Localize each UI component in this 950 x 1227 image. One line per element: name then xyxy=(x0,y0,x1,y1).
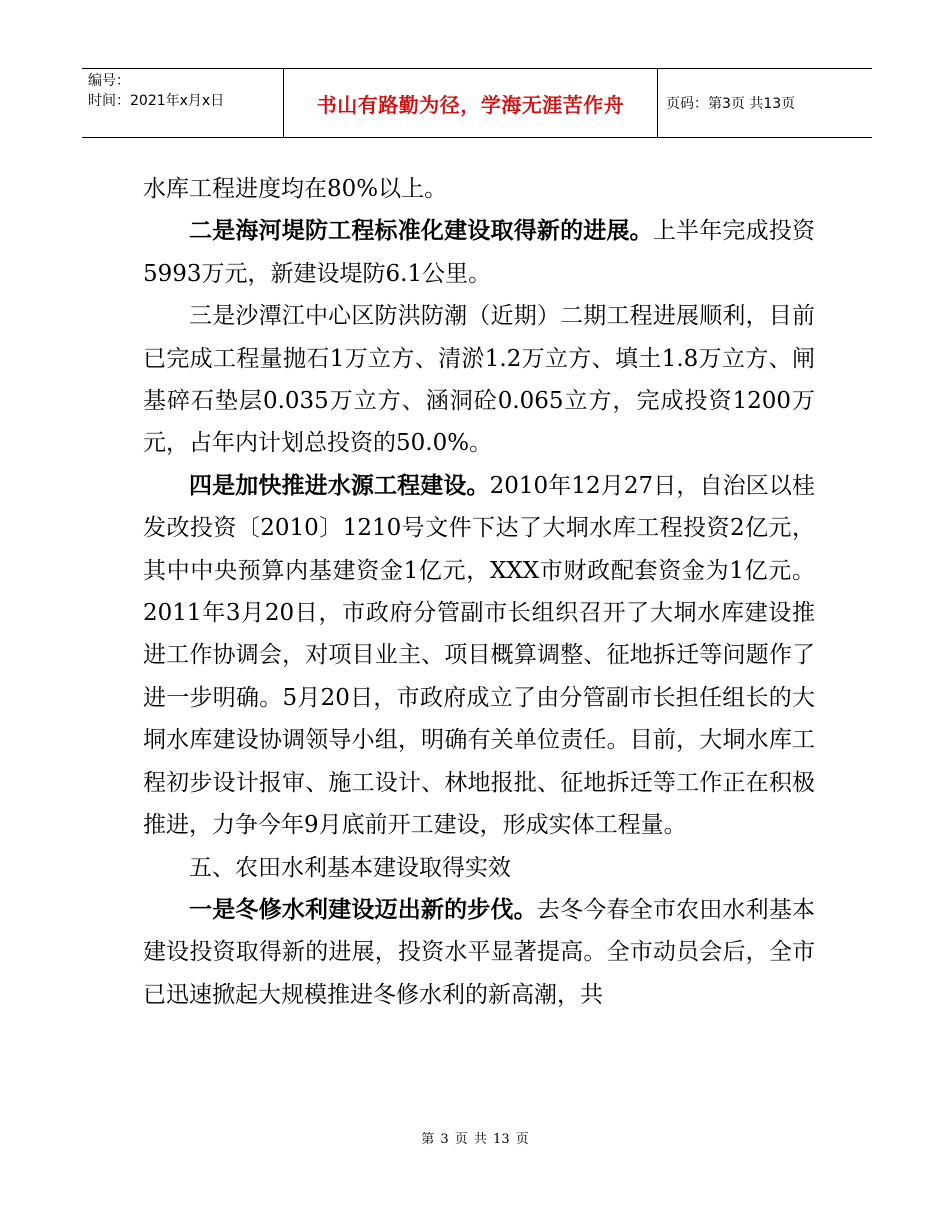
header-motto: 书山有路勤为径，学海无涯苦作舟 xyxy=(284,69,658,137)
paragraph-4-lead: 四是加快推进水源工程建设。 xyxy=(189,471,490,499)
paragraph-3-text: 三是沙潭江中心区防洪防潮（近期）二期工程进展顺利，目前已完成工程量抛石1万立方、清淤1.2万立方、填土1.8万立方、闸基碎石垫层0.035万立方、涵洞砼0.065立方，完成投资1200万元，占年内计划总投资的50.0%。 xyxy=(143,303,815,457)
paragraph-3 xyxy=(143,295,815,465)
paragraph-2-text: 上半年完成投资5993万元，新建设堤防6.1公里。 xyxy=(143,218,816,287)
paragraph-2 xyxy=(143,210,815,295)
document-time-label: 时间：2021年x月x日 xyxy=(88,93,225,109)
paragraph-6 xyxy=(143,889,815,1016)
section-heading-5 xyxy=(143,847,815,889)
paragraph-1 xyxy=(143,168,815,210)
page-header xyxy=(82,68,872,138)
paragraph-4-text: 2010年12月27日，自治区以桂发改投资〔2010〕1210号文件下达了大垌水库工程投资2亿元，其中中央预算内基建资金1亿元，XXX市财政配套资金为1亿元。2011年3月20日，市政府分管副市长组织召开了大垌水库建设推进工作协调会，对项目业主、项目概算调整、征地拆迁等问题作了进一步明确。5月20日，市政府成立了由分管副市长担任组长的大垌水库建设协调领导小组，明确有关单位责任。目前，大垌水库工程初步设计报审、施工设计、林地报批、征地拆迁等工作正在积极推进，力争今年9月底前开工建设，形成实体工程量。 xyxy=(143,472,815,839)
paragraph-2-lead: 二是海河堤防工程标准化建设取得新的进展。 xyxy=(189,217,653,245)
paragraph-1-text: 水库工程进度均在80%以上。 xyxy=(143,176,448,202)
paragraph-4 xyxy=(143,465,815,847)
document-body xyxy=(143,168,815,1016)
header-meta xyxy=(82,69,284,137)
document-number-label: 编号： xyxy=(88,73,130,89)
paragraph-6-lead: 一是冬修水利建设迈出新的步伐。 xyxy=(189,895,537,923)
paragraph-6-text: 去冬今春全市农田水利基本建设投资取得新的进展，投资水平显著提高。全市动员会后，全市已迅速掀起大规模推进冬修水利的新高潮，共 xyxy=(143,896,816,1008)
section-heading-5-text: 五、农田水利基本建设取得实效 xyxy=(189,854,511,881)
header-page-info: 页码：第3页 共13页 xyxy=(666,96,796,112)
page-footer: 第 3 页 共 13 页 xyxy=(421,1132,529,1147)
